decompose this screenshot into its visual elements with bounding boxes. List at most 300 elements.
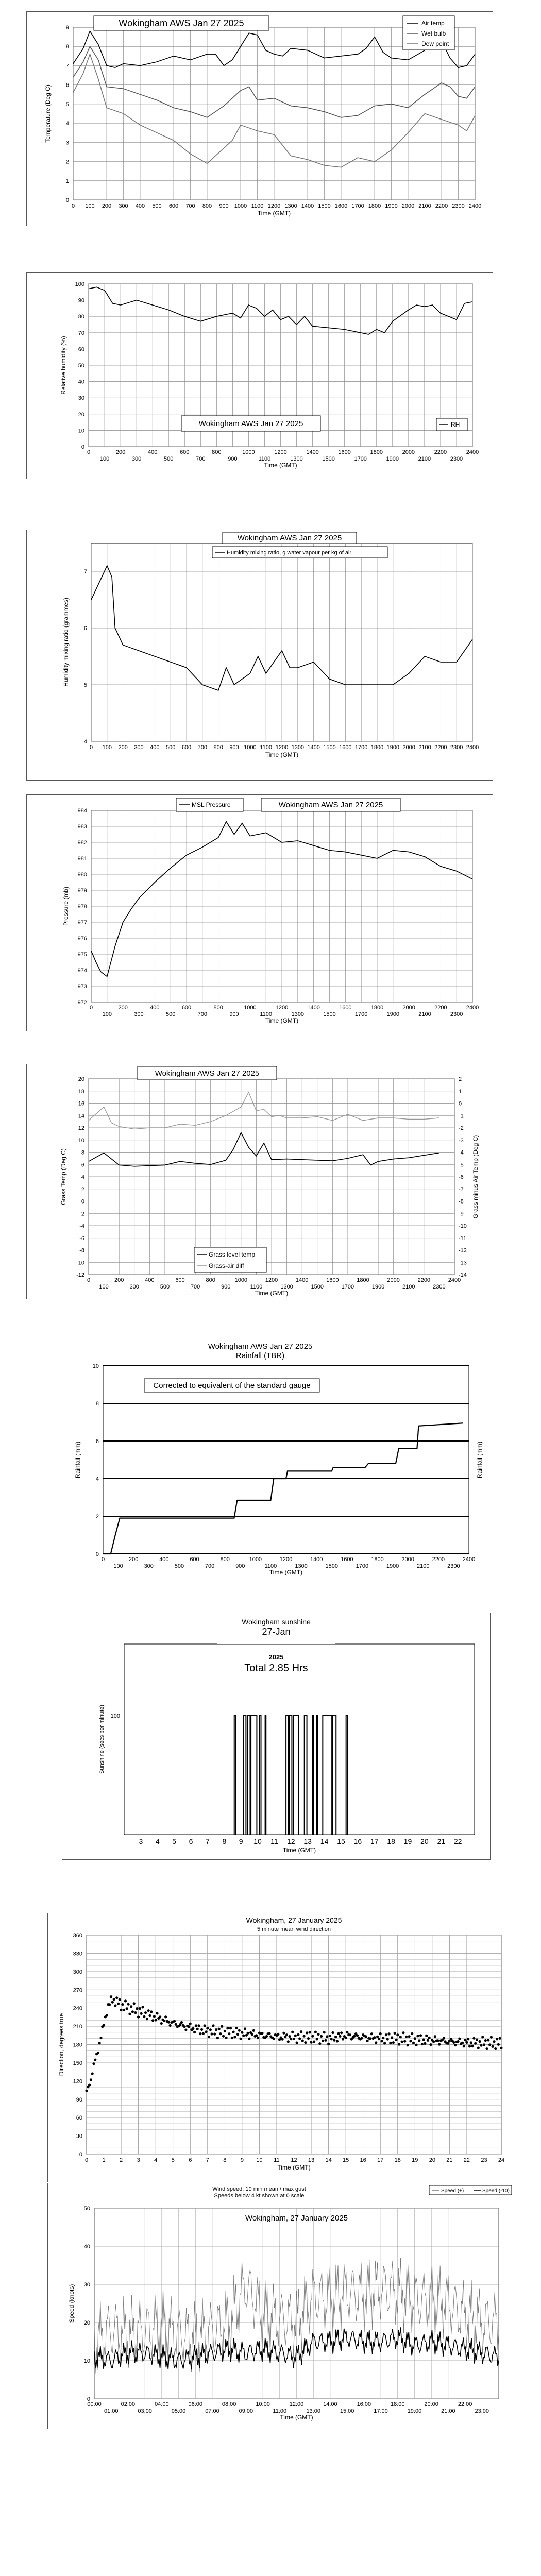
wind-direction-point: [494, 2047, 497, 2050]
wind-direction-point: [205, 2030, 207, 2033]
wind-direction-point: [200, 2028, 203, 2031]
x-tick-label: 15: [343, 2157, 349, 2163]
wind-direction-point: [221, 2025, 223, 2028]
wind-direction-point: [196, 2028, 199, 2030]
wind-direction-point: [333, 2039, 335, 2042]
wind-direction-point: [130, 2005, 132, 2008]
x-tick-label: 15: [337, 1837, 345, 1845]
x-tick-label: 2100: [418, 744, 431, 751]
y2-tick-label: 1: [459, 1088, 462, 1095]
chart-annotation: Corrected to equivalent of the standard gauge: [153, 1381, 311, 1390]
wind-direction-point: [169, 2024, 172, 2027]
y-tick-label: 973: [77, 984, 87, 990]
wind-direction-point: [240, 2038, 242, 2040]
x-tick-label: 1900: [386, 1011, 400, 1018]
wind-direction-point: [238, 2029, 241, 2032]
x-tick-label: 1000: [249, 1556, 262, 1563]
y-tick-label: 3: [65, 140, 69, 146]
x-tick-label: 20: [429, 2157, 435, 2163]
x-tick-label: 3: [137, 2157, 140, 2163]
x-tick-label: 100: [102, 744, 112, 751]
y-tick-label: -8: [79, 1247, 84, 1254]
x-tick-label: 12: [291, 2157, 297, 2163]
x-axis-label: Time (GMT): [265, 1017, 299, 1024]
wind-direction-point: [490, 2036, 493, 2038]
y2-tick-label: -4: [459, 1149, 464, 1156]
wind-direction-point: [411, 2032, 413, 2035]
x-tick-label: 17:00: [374, 2408, 388, 2414]
x-axis-label: Time (GMT): [264, 462, 297, 469]
wind-direction-point: [458, 2038, 461, 2040]
wind-direction-point: [485, 2047, 488, 2050]
y-tick-label: 2: [95, 1514, 99, 1520]
wind-direction-point: [195, 2024, 197, 2027]
wind-direction-point: [277, 2033, 279, 2036]
x-tick-label: 18:00: [390, 2401, 405, 2408]
wind-direction-point: [408, 2035, 411, 2038]
wind-direction-point: [167, 2021, 170, 2024]
x-tick-label: 05:00: [171, 2408, 186, 2414]
wind-direction-point: [331, 2031, 334, 2034]
wind-direction-point: [248, 2038, 250, 2040]
wind-direction-point: [119, 1998, 121, 2001]
y-tick-label: 980: [77, 872, 87, 878]
wind-direction-point: [206, 2027, 209, 2029]
legend-label: Humidity mixing ratio, g water vapour per kg of air: [227, 550, 352, 556]
wind-direction-point: [317, 2033, 319, 2036]
wind-direction-point: [137, 2015, 140, 2018]
x-axis-label: Time (GMT): [255, 1290, 289, 1297]
wind-direction-point: [369, 2037, 371, 2040]
x-tick-label: 1500: [322, 456, 335, 462]
y2-axis-label: Rainfall (mm): [476, 1441, 483, 1479]
wind-direction-point: [224, 2030, 226, 2032]
wind-direction-point: [216, 2037, 219, 2039]
wind-direction-point: [293, 2038, 295, 2040]
y-axis-label: Rainfall (mm): [74, 1441, 81, 1479]
x-tick-label: 1600: [339, 1005, 352, 1011]
y-tick-label: 20: [78, 1076, 84, 1082]
x-tick-label: 800: [213, 744, 223, 751]
wind-direction-point: [326, 2035, 328, 2038]
wind-direction-point: [461, 2042, 464, 2044]
wind-direction-point: [108, 2003, 111, 2006]
x-tick-label: 4: [155, 1837, 160, 1845]
x-tick-label: 100: [102, 1011, 112, 1018]
x-tick-label: 00:00: [87, 2401, 102, 2408]
wind-direction-point: [225, 2037, 228, 2039]
y-tick-label: 30: [83, 2282, 90, 2288]
x-tick-label: 2200: [432, 1556, 445, 1563]
x-tick-label: 300: [131, 456, 142, 462]
x-tick-label: 19:00: [407, 2408, 422, 2414]
x-tick-label: 21:00: [441, 2408, 455, 2414]
y-tick-label: 0: [95, 1551, 99, 1557]
x-tick-label: 1100: [260, 744, 272, 751]
y-tick-label: 5: [65, 101, 69, 108]
y-tick-label: 7: [83, 569, 87, 575]
wind-direction-point: [480, 2044, 482, 2047]
wind-direction-point: [148, 2014, 151, 2017]
wind-direction-point: [424, 2042, 426, 2045]
sunshine-bar: [265, 1716, 266, 1835]
x-tick-label: 1200: [275, 744, 289, 751]
wind-direction-point: [434, 2035, 436, 2038]
chart-title: Wokingham AWS Jan 27 2025: [278, 801, 383, 809]
y-tick-label: 974: [77, 968, 87, 974]
x-tick-label: 1600: [339, 744, 352, 751]
wind-direction-point: [188, 2025, 190, 2028]
wind-direction-point: [425, 2035, 428, 2037]
wind-direction-point: [120, 2009, 123, 2011]
x-tick-label: 16:00: [357, 2401, 371, 2408]
wind-direction-point: [173, 2020, 176, 2023]
wind-direction-point: [113, 1998, 115, 2001]
y-tick-label: 20: [78, 411, 84, 418]
legend: [403, 16, 454, 50]
wind-direction-point: [322, 2040, 324, 2042]
x-tick-label: 700: [185, 203, 195, 209]
x-tick-label: 02:00: [121, 2401, 136, 2408]
wind-direction-point: [255, 2034, 258, 2037]
x-tick-label: 400: [150, 1005, 160, 1011]
y-tick-label: 100: [75, 281, 84, 287]
y-tick-label: 40: [78, 379, 84, 385]
x-tick-label: 7: [206, 1837, 210, 1845]
y-tick-label: 9: [65, 25, 69, 31]
wind-direction-point: [139, 2007, 141, 2010]
wind-direction-point: [380, 2040, 383, 2042]
x-tick-label: 1200: [279, 1556, 293, 1563]
wind-direction-point: [311, 2035, 314, 2038]
x-tick-label: 200: [114, 1277, 124, 1283]
wind-direction-point: [307, 2037, 310, 2040]
legend-label: MSL Pressure: [192, 801, 231, 808]
x-tick-label: 1100: [264, 1563, 277, 1569]
wind-direction-point: [470, 2041, 472, 2044]
x-tick-label: 04:00: [155, 2401, 169, 2408]
x-tick-label: 1600: [326, 1277, 339, 1283]
wind-direction-point: [320, 2035, 323, 2038]
x-axis-label: Time (GMT): [280, 2414, 313, 2421]
y2-tick-label: -12: [459, 1247, 467, 1254]
y-tick-label: 180: [73, 2042, 82, 2048]
wind-direction-point: [242, 2035, 245, 2037]
x-tick-label: 13: [308, 2157, 315, 2163]
wind-direction-point: [386, 2038, 389, 2040]
wind-direction-point: [438, 2043, 441, 2046]
x-tick-label: 10:00: [256, 2401, 270, 2408]
x-tick-label: 07:00: [205, 2408, 219, 2414]
y-tick-label: 4: [81, 1174, 84, 1180]
x-tick-label: 1500: [323, 744, 336, 751]
wind-direction-chart: [47, 1913, 519, 2182]
x-tick-label: 700: [197, 1011, 208, 1018]
x-tick-label: 5: [172, 1837, 177, 1845]
chart-title: Wokingham AWS Jan 27 2025: [119, 18, 244, 28]
y-tick-label: 30: [78, 395, 84, 402]
x-tick-label: 1600: [338, 449, 351, 455]
wind-direction-point: [412, 2042, 415, 2044]
x-tick-label: 0: [89, 744, 93, 751]
x-tick-label: 14: [325, 2157, 332, 2163]
y-axis-label: Pressure (mb): [62, 886, 70, 926]
x-tick-label: 1100: [260, 1011, 272, 1018]
rainfall-chart: [41, 1337, 491, 1581]
x-tick-label: 900: [229, 1011, 239, 1018]
wind-direction-point: [88, 2084, 91, 2087]
wind-direction-point: [484, 2039, 487, 2042]
wind-direction-point: [156, 2012, 158, 2014]
x-tick-label: 1800: [370, 1005, 384, 1011]
wind-direction-point: [133, 2002, 136, 2005]
x-tick-label: 400: [145, 1277, 155, 1283]
wind-direction-point: [405, 2036, 408, 2038]
x-tick-label: 2300: [450, 744, 463, 751]
legend-label: Air temp: [421, 20, 445, 27]
wind-direction-point: [422, 2038, 425, 2041]
y-tick-label: 120: [73, 2078, 82, 2085]
x-tick-label: 09:00: [239, 2408, 253, 2414]
y-tick-label: 14: [78, 1113, 84, 1120]
chart-subtitle: 27-Jan: [262, 1626, 291, 1637]
humidity-chart-svg: [27, 273, 493, 479]
x-tick-label: 2000: [387, 1277, 400, 1283]
wind-direction-point: [90, 2078, 92, 2081]
x-axis-label: Time (GMT): [269, 1569, 303, 1576]
y-tick-label: 984: [77, 808, 87, 814]
humidity-chart: [26, 272, 493, 479]
wind-direction-point: [289, 2035, 291, 2038]
x-tick-label: 200: [118, 1005, 128, 1011]
wind-direction-point: [146, 2018, 148, 2020]
wind-direction-point: [465, 2041, 468, 2044]
wind-direction-point: [189, 2023, 192, 2025]
x-tick-label: 2100: [417, 1563, 430, 1569]
wind-direction-point: [370, 2032, 373, 2035]
y-tick-label: 20: [83, 2320, 90, 2326]
x-tick-label: 2300: [447, 1563, 460, 1569]
x-tick-label: 500: [152, 203, 162, 209]
wind-direction-point: [94, 2059, 96, 2061]
x-tick-label: 400: [147, 449, 158, 455]
wind-direction-point: [222, 2035, 225, 2038]
wind-direction-point: [457, 2040, 460, 2043]
y-tick-label: 90: [76, 2096, 82, 2103]
sunshine-bar: [317, 1716, 318, 1835]
y-tick-label: 60: [76, 2115, 82, 2122]
wind-direction-point: [389, 2042, 392, 2044]
wind-direction-point: [126, 2007, 128, 2010]
wind-direction-point: [297, 2033, 299, 2036]
y-tick-label: 5: [83, 682, 87, 688]
x-tick-label: 700: [190, 1284, 200, 1290]
y-tick-label: 8: [95, 1401, 99, 1407]
x-tick-label: 1800: [357, 1277, 369, 1283]
wind-direction-point: [340, 2031, 343, 2034]
wind-direction-point: [432, 2040, 435, 2043]
wind-direction-point: [103, 2024, 105, 2027]
wind-direction-point: [379, 2032, 382, 2035]
y-tick-label: 976: [77, 936, 87, 942]
x-tick-label: 1300: [295, 1563, 308, 1569]
wind-direction-point: [349, 2033, 351, 2036]
wind-direction-point: [398, 2043, 400, 2046]
x-tick-label: 800: [213, 1005, 223, 1011]
wind-direction-point: [337, 2032, 340, 2035]
x-tick-label: 800: [206, 1277, 215, 1283]
y-tick-label: 300: [73, 1969, 82, 1975]
wind-direction-point: [231, 2037, 233, 2039]
x-tick-label: 23:00: [475, 2408, 489, 2414]
wind-direction-point: [360, 2037, 363, 2040]
y-tick-label: -12: [76, 1272, 84, 1278]
x-tick-label: 1900: [386, 744, 400, 751]
x-tick-label: 4: [154, 2157, 158, 2163]
wind-direction-point: [218, 2028, 221, 2030]
x-tick-label: 1500: [323, 1011, 336, 1018]
grass-temp-chart-svg: [27, 1064, 493, 1299]
wind-direction-point: [427, 2039, 429, 2042]
y-axis-label: Humidity mixing ratio (grammes): [62, 598, 70, 687]
y-tick-label: 70: [78, 330, 84, 336]
wind-direction-point: [153, 2015, 156, 2018]
wind-direction-point: [301, 2040, 304, 2042]
x-tick-label: 1100: [251, 203, 264, 209]
x-tick-label: 1800: [370, 449, 383, 455]
wind-direction-point: [329, 2035, 331, 2037]
wind-direction-point: [373, 2036, 376, 2039]
wind-direction-point: [209, 2028, 212, 2031]
y-tick-label: 6: [65, 82, 69, 89]
y-tick-label: 90: [78, 297, 84, 304]
x-tick-label: 2200: [435, 203, 448, 209]
y2-tick-label: -9: [459, 1211, 464, 1217]
x-tick-label: 1800: [371, 1556, 384, 1563]
x-tick-label: 0: [84, 2157, 89, 2163]
temperature-chart-svg: [27, 12, 493, 226]
y2-axis-label: Grass minus Air Temp (Deg C): [472, 1134, 479, 1219]
y-tick-label: 10: [83, 2358, 90, 2364]
wind-direction-point: [150, 2010, 153, 2013]
y-tick-label: 0: [81, 1198, 84, 1205]
x-tick-label: 22: [463, 2157, 470, 2163]
wind-direction-point: [98, 2042, 101, 2044]
wind-direction-point: [345, 2037, 347, 2039]
wind-direction-point: [472, 2037, 475, 2040]
x-tick-label: 0: [87, 1277, 91, 1283]
x-tick-label: 800: [202, 203, 212, 209]
wind-direction-point: [124, 1999, 127, 2002]
grass-temp-chart: [26, 1064, 493, 1299]
wind-direction-point: [193, 2031, 196, 2033]
wind-direction-point: [110, 1995, 112, 1998]
wind-direction-point: [134, 2011, 137, 2014]
wind-direction-point: [180, 2021, 183, 2024]
wind-direction-point: [415, 2044, 418, 2046]
x-tick-label: 1000: [234, 1277, 248, 1283]
wind-direction-point: [160, 2022, 163, 2025]
x-tick-label: 1000: [244, 1005, 257, 1011]
y-tick-label: 18: [78, 1088, 84, 1095]
y2-tick-label: -10: [459, 1223, 467, 1229]
x-tick-label: 1300: [291, 744, 305, 751]
x-tick-label: 2200: [434, 449, 447, 455]
y-tick-label: 4: [65, 121, 69, 127]
x-tick-label: 800: [212, 449, 222, 455]
x-tick-label: 500: [174, 1563, 184, 1569]
wind-direction-point: [236, 2033, 239, 2036]
wind-direction-point: [159, 2015, 161, 2018]
wind-direction-point: [106, 2014, 108, 2016]
plot-area: [103, 1366, 469, 1554]
x-tick-label: 1700: [354, 456, 367, 462]
y-tick-label: 1: [65, 178, 69, 184]
wind-direction-point: [117, 2003, 120, 2005]
x-tick-label: 900: [235, 1563, 245, 1569]
y-tick-label: 7: [65, 63, 69, 70]
y-tick-label: 360: [73, 1933, 82, 1939]
wind-direction-point: [265, 2035, 268, 2038]
wind-direction-point: [164, 2015, 167, 2018]
wind-direction-point: [294, 2035, 297, 2037]
x-tick-label: 11: [270, 1837, 278, 1845]
legend-label: Grass-air diff: [209, 1262, 244, 1269]
x-tick-label: 2400: [466, 1005, 479, 1011]
wind-direction-point: [395, 2039, 397, 2041]
y2-tick-label: -3: [459, 1137, 464, 1144]
wind-direction-point: [334, 2036, 337, 2038]
y2-tick-label: -11: [459, 1235, 467, 1242]
legend-label: Grass level temp: [209, 1251, 256, 1258]
x-tick-label: 1700: [351, 203, 364, 209]
x-tick-label: 0: [101, 1556, 105, 1563]
y-tick-label: 50: [78, 363, 84, 369]
x-tick-label: 2000: [401, 1556, 414, 1563]
wind-direction-point: [229, 2027, 232, 2029]
wind-direction-point: [97, 2052, 99, 2054]
y-tick-label: 100: [110, 1713, 120, 1719]
sunshine-chart: [62, 1613, 491, 1860]
wind-direction-point: [474, 2042, 477, 2045]
chart-title: Wokingham, 27 January 2025: [245, 2214, 348, 2223]
wind-direction-point: [211, 2032, 213, 2035]
wind-direction-point: [468, 2045, 471, 2047]
wind-direction-point: [99, 2037, 102, 2039]
x-tick-label: 100: [113, 1563, 123, 1569]
x-tick-label: 300: [134, 744, 144, 751]
x-tick-label: 1400: [307, 744, 320, 751]
y-axis-label: Direction, degrees true: [58, 2013, 65, 2076]
x-tick-label: 2100: [418, 1011, 431, 1018]
x-tick-label: 2: [120, 2157, 123, 2163]
x-tick-label: 21: [446, 2157, 453, 2163]
x-tick-label: 1000: [234, 203, 247, 209]
x-tick-label: 1600: [341, 1556, 353, 1563]
wind-direction-point: [323, 2031, 326, 2033]
wind-direction-point: [226, 2027, 229, 2029]
y2-tick-label: -2: [459, 1125, 464, 1131]
y2-tick-label: -7: [459, 1186, 464, 1193]
wind-direction-point: [402, 2031, 404, 2034]
x-tick-label: 6: [189, 2157, 192, 2163]
y-axis-label: Grass Temp (Deg C): [60, 1148, 67, 1205]
x-tick-label: 1900: [386, 456, 399, 462]
wind-direction-point: [268, 2032, 270, 2035]
legend-label: RH: [451, 421, 460, 428]
x-tick-label: 1500: [311, 1284, 324, 1290]
y2-tick-label: -13: [459, 1260, 467, 1266]
